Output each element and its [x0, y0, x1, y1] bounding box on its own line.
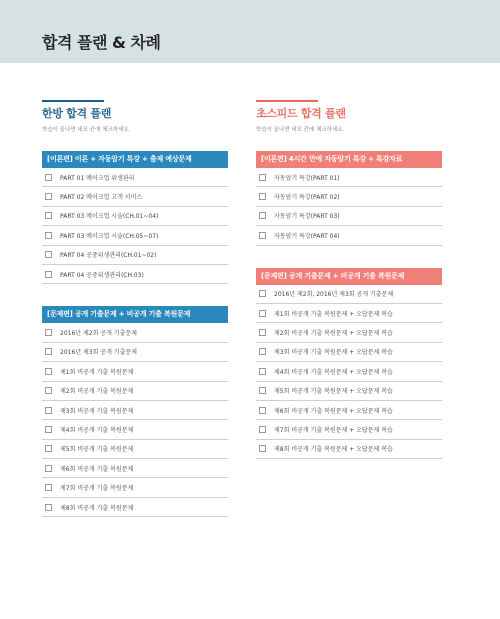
- list-item: [42, 440, 228, 459]
- checkbox[interactable]: [259, 310, 266, 317]
- list-item: [256, 285, 442, 304]
- plan-section: [256, 151, 442, 246]
- checklist: [42, 168, 228, 284]
- item-label: 자동암기 특강(PART 01): [274, 174, 340, 182]
- item-label: 자동암기 특강(PART 04): [274, 232, 340, 240]
- item-label: 제2회 비공개 기출 복원문제: [60, 388, 134, 396]
- item-label: PART 03 메이크업 시술(CH.05~07): [60, 232, 159, 240]
- checkbox[interactable]: [45, 387, 52, 394]
- checkbox[interactable]: [259, 193, 266, 200]
- item-label: 제3회 비공개 기출 복원문제 + 오답문제 복습: [274, 349, 393, 357]
- plan-column-left: [42, 100, 228, 517]
- checkbox[interactable]: [45, 445, 52, 452]
- checkbox[interactable]: [45, 465, 52, 472]
- list-item: [42, 207, 228, 226]
- plan-subtitle: 학습이 끝나면 네모 칸에 체크하세요.: [42, 127, 131, 133]
- list-item: [256, 323, 442, 342]
- item-label: 제8회 비공개 기출 복원문제 + 오답문제 복습: [274, 446, 393, 454]
- checkbox[interactable]: [259, 232, 266, 239]
- list-item: [42, 226, 228, 245]
- checkbox[interactable]: [45, 368, 52, 375]
- checkbox[interactable]: [45, 212, 52, 219]
- checkbox[interactable]: [259, 348, 266, 355]
- checkbox[interactable]: [259, 290, 266, 297]
- list-item: [256, 304, 442, 323]
- checkbox[interactable]: [45, 251, 52, 258]
- list-item: [256, 207, 442, 226]
- list-item: [42, 382, 228, 401]
- checkbox[interactable]: [45, 329, 52, 336]
- item-label: 제6회 비공개 기출 복원문제 + 오답문제 복습: [274, 407, 393, 415]
- item-label: 제5회 비공개 기출 복원문제 + 오답문제 복습: [274, 388, 393, 396]
- list-item: [42, 265, 228, 284]
- item-label: 제7회 비공개 기출 복원문제 + 오답문제 복습: [274, 426, 393, 434]
- checkbox[interactable]: [259, 329, 266, 336]
- checkbox[interactable]: [45, 271, 52, 278]
- checkbox[interactable]: [259, 212, 266, 219]
- list-item: [42, 246, 228, 265]
- section-header: [이론편] 이론 + 자동암기 특강 + 출제 예상문제: [42, 151, 228, 168]
- checkbox[interactable]: [45, 504, 52, 511]
- list-item: [42, 323, 228, 342]
- checkbox[interactable]: [259, 174, 266, 181]
- list-item: [42, 362, 228, 381]
- item-label: PART 01 메이크업 위생관리: [60, 174, 135, 182]
- list-item: [42, 420, 228, 439]
- plan-section: [256, 268, 442, 460]
- item-label: 제5회 비공개 기출 복원문제: [60, 446, 134, 454]
- checkbox[interactable]: [45, 484, 52, 491]
- item-label: 제8회 비공개 기출 복원문제: [60, 504, 134, 512]
- checklist: [256, 168, 442, 246]
- item-label: PART 04 공중위생관리(CH.01~02): [60, 252, 157, 260]
- plan-section: [42, 151, 228, 284]
- checkbox[interactable]: [259, 387, 266, 394]
- item-label: 제1회 비공개 기출 복원문제: [60, 368, 134, 376]
- section-header: [문제편] 공개 기출문제 + 비공개 기출 복원문제: [256, 268, 442, 285]
- item-label: PART 02 메이크업 고객 서비스: [60, 194, 143, 202]
- item-label: PART 03 메이크업 시술(CH.01~04): [60, 213, 159, 221]
- plan-title: 한방 합격 플랜: [42, 100, 228, 121]
- list-item: [256, 187, 442, 206]
- checkbox[interactable]: [45, 407, 52, 414]
- list-item: [256, 226, 442, 245]
- checkbox[interactable]: [45, 193, 52, 200]
- item-label: 제6회 비공개 기출 복원문제: [60, 465, 134, 473]
- item-label: 제1회 비공개 기출 복원문제 + 오답문제 복습: [274, 310, 393, 318]
- item-label: 자동암기 특강(PART 02): [274, 194, 340, 202]
- checkbox[interactable]: [45, 174, 52, 181]
- list-item: [256, 343, 442, 362]
- list-item: [42, 401, 228, 420]
- item-label: 제4회 비공개 기출 복원문제: [60, 426, 134, 434]
- checklist: [42, 323, 228, 517]
- item-label: 제4회 비공개 기출 복원문제 + 오답문제 복습: [274, 368, 393, 376]
- list-item: [42, 498, 228, 517]
- checkbox[interactable]: [45, 232, 52, 239]
- item-label: 2016년 제2회 공개 기출문제: [60, 330, 137, 338]
- plan-title: 초스피드 합격 플랜: [256, 100, 442, 121]
- section-header: [이론편] 4시간 만에 자동암기 특강 + 특강자료: [256, 151, 442, 168]
- plan-column-right: [256, 100, 442, 459]
- list-item: [256, 168, 442, 187]
- section-header: [문제편] 공개 기출문제 + 비공개 기출 복원문제: [42, 306, 228, 323]
- plan-subtitle: 학습이 끝나면 네모 칸에 체크하세요.: [256, 127, 345, 133]
- item-label: 제7회 비공개 기출 복원문제: [60, 485, 134, 493]
- item-label: 제3회 비공개 기출 복원문제: [60, 407, 134, 415]
- checkbox[interactable]: [259, 407, 266, 414]
- item-label: 2016년 제3회 공개 기출문제: [60, 349, 137, 357]
- list-item: [256, 420, 442, 439]
- item-label: 제2회 비공개 기출 복원문제 + 오답문제 복습: [274, 330, 393, 338]
- list-item: [42, 168, 228, 187]
- checkbox[interactable]: [259, 445, 266, 452]
- checkbox[interactable]: [259, 426, 266, 433]
- checkbox[interactable]: [259, 368, 266, 375]
- list-item: [256, 440, 442, 459]
- item-label: 자동암기 특강(PART 03): [274, 213, 340, 221]
- item-label: 2016년 제2회, 2016년 제3회 공개 기출문제: [274, 291, 394, 299]
- plan-section: [42, 306, 228, 517]
- list-item: [256, 382, 442, 401]
- checklist: [256, 285, 442, 460]
- list-item: [256, 401, 442, 420]
- list-item: [256, 362, 442, 381]
- list-item: [42, 459, 228, 478]
- item-label: PART 04 공중위생관리(CH.03): [60, 271, 144, 279]
- list-item: [42, 478, 228, 497]
- list-item: [42, 187, 228, 206]
- checkbox[interactable]: [45, 348, 52, 355]
- list-item: [42, 343, 228, 362]
- checkbox[interactable]: [45, 426, 52, 433]
- page-title: 합격 플랜 & 차례: [42, 33, 161, 52]
